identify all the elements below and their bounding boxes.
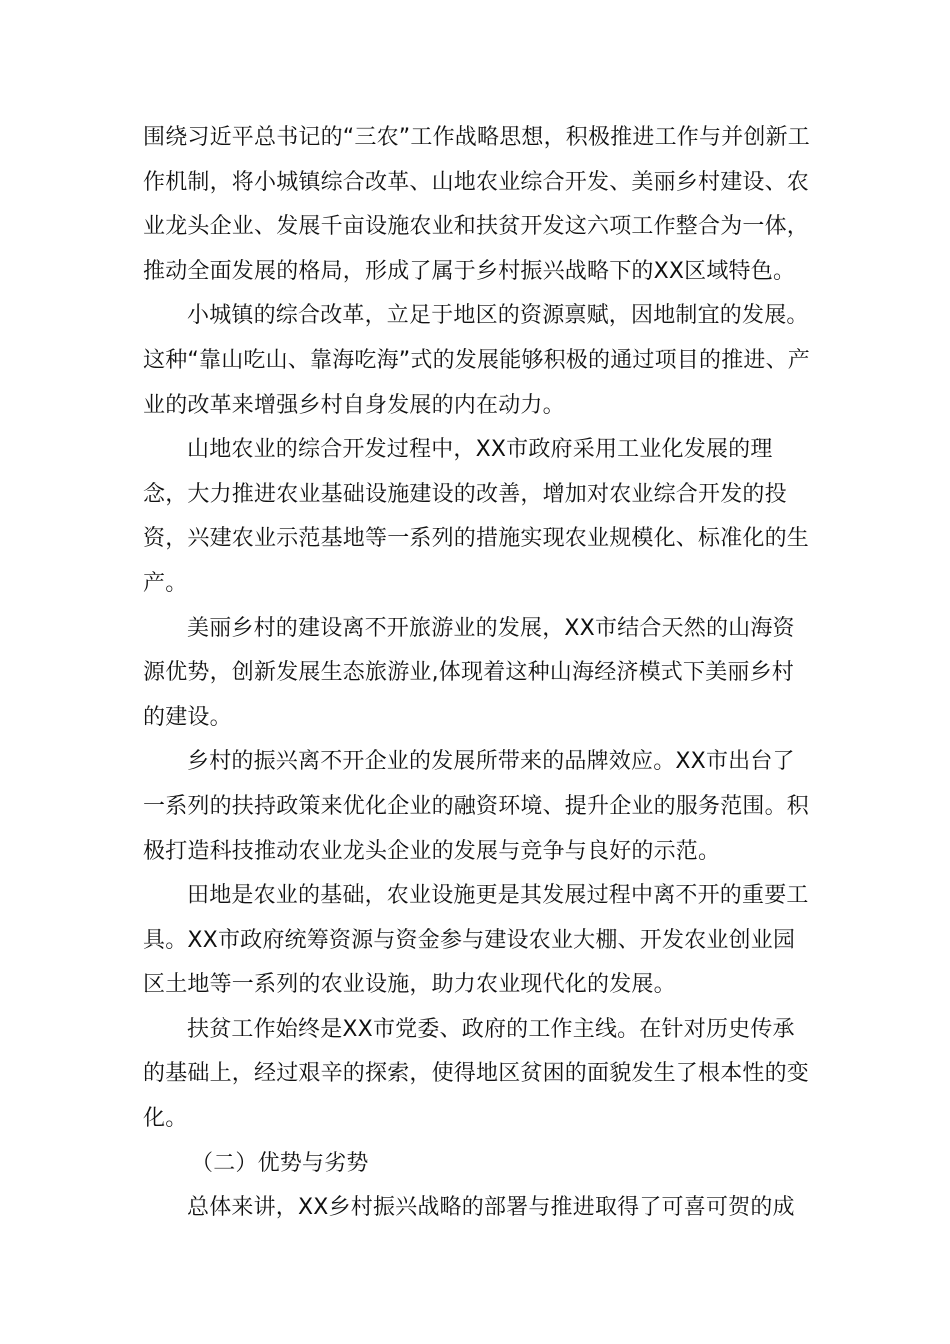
paragraph: 乡村的振兴离不开企业的发展所带来的品牌效应。XX市出台了一系列的扶持政策来优化企业的融资环境、提升企业的服务范围。积极打造科技推动农业龙头企业的发展与竞争与良好的示范。 — [143, 749, 810, 864]
paragraph: 围绕习近平总书记的“三农”工作战略思想，积极推进工作与并创新工作机制，将小城镇综合改革、山地农业综合开发、美丽乡村建设、农业龙头企业、发展千亩设施农业和扶贫开发这六项工作整合为一体，推动全面发展的格局，形成了属于乡村振兴战略下的XX区域特色。 — [143, 125, 810, 284]
paragraph: 山地农业的综合开发过程中，XX市政府采用工业化发展的理念，大力推进农业基础设施建设的改善，增加对农业综合开发的投资，兴建农业示范基地等一系列的措施实现农业规模化、标准化的生产。 — [143, 437, 810, 596]
paragraph: 田地是农业的基础，农业设施更是其发展过程中离不开的重要工具。XX市政府统筹资源与资金参与建设农业大棚、开发农业创业园区土地等一系列的农业设施，助力农业现代化的发展。 — [143, 883, 809, 998]
paragraph: 美丽乡村的建设离不开旅游业的发展，XX市结合天然的山海资源优势，创新发展生态旅游业,体现着这种山海经济模式下美丽乡村的建设。 — [143, 615, 795, 730]
section-heading: （二）优势与劣势 — [191, 1150, 369, 1176]
paragraph: 总体来讲，XX乡村振兴战略的部署与推进取得了可喜可贺的成 — [187, 1195, 795, 1221]
paragraph: 小城镇的综合改革，立足于地区的资源禀赋，因地制宜的发展。这种“靠山吃山、靠海吃海”式的发展能够积极的通过项目的推进、产业的改革来增强乡村自身发展的内在动力。 — [143, 303, 810, 418]
document-body — [143, 116, 813, 1231]
paragraph: 扶贫工作始终是XX市党委、政府的工作主线。在针对历史传承的基础上，经过艰辛的探索，使得地区贫困的面貌发生了根本性的变化。 — [143, 1016, 810, 1132]
